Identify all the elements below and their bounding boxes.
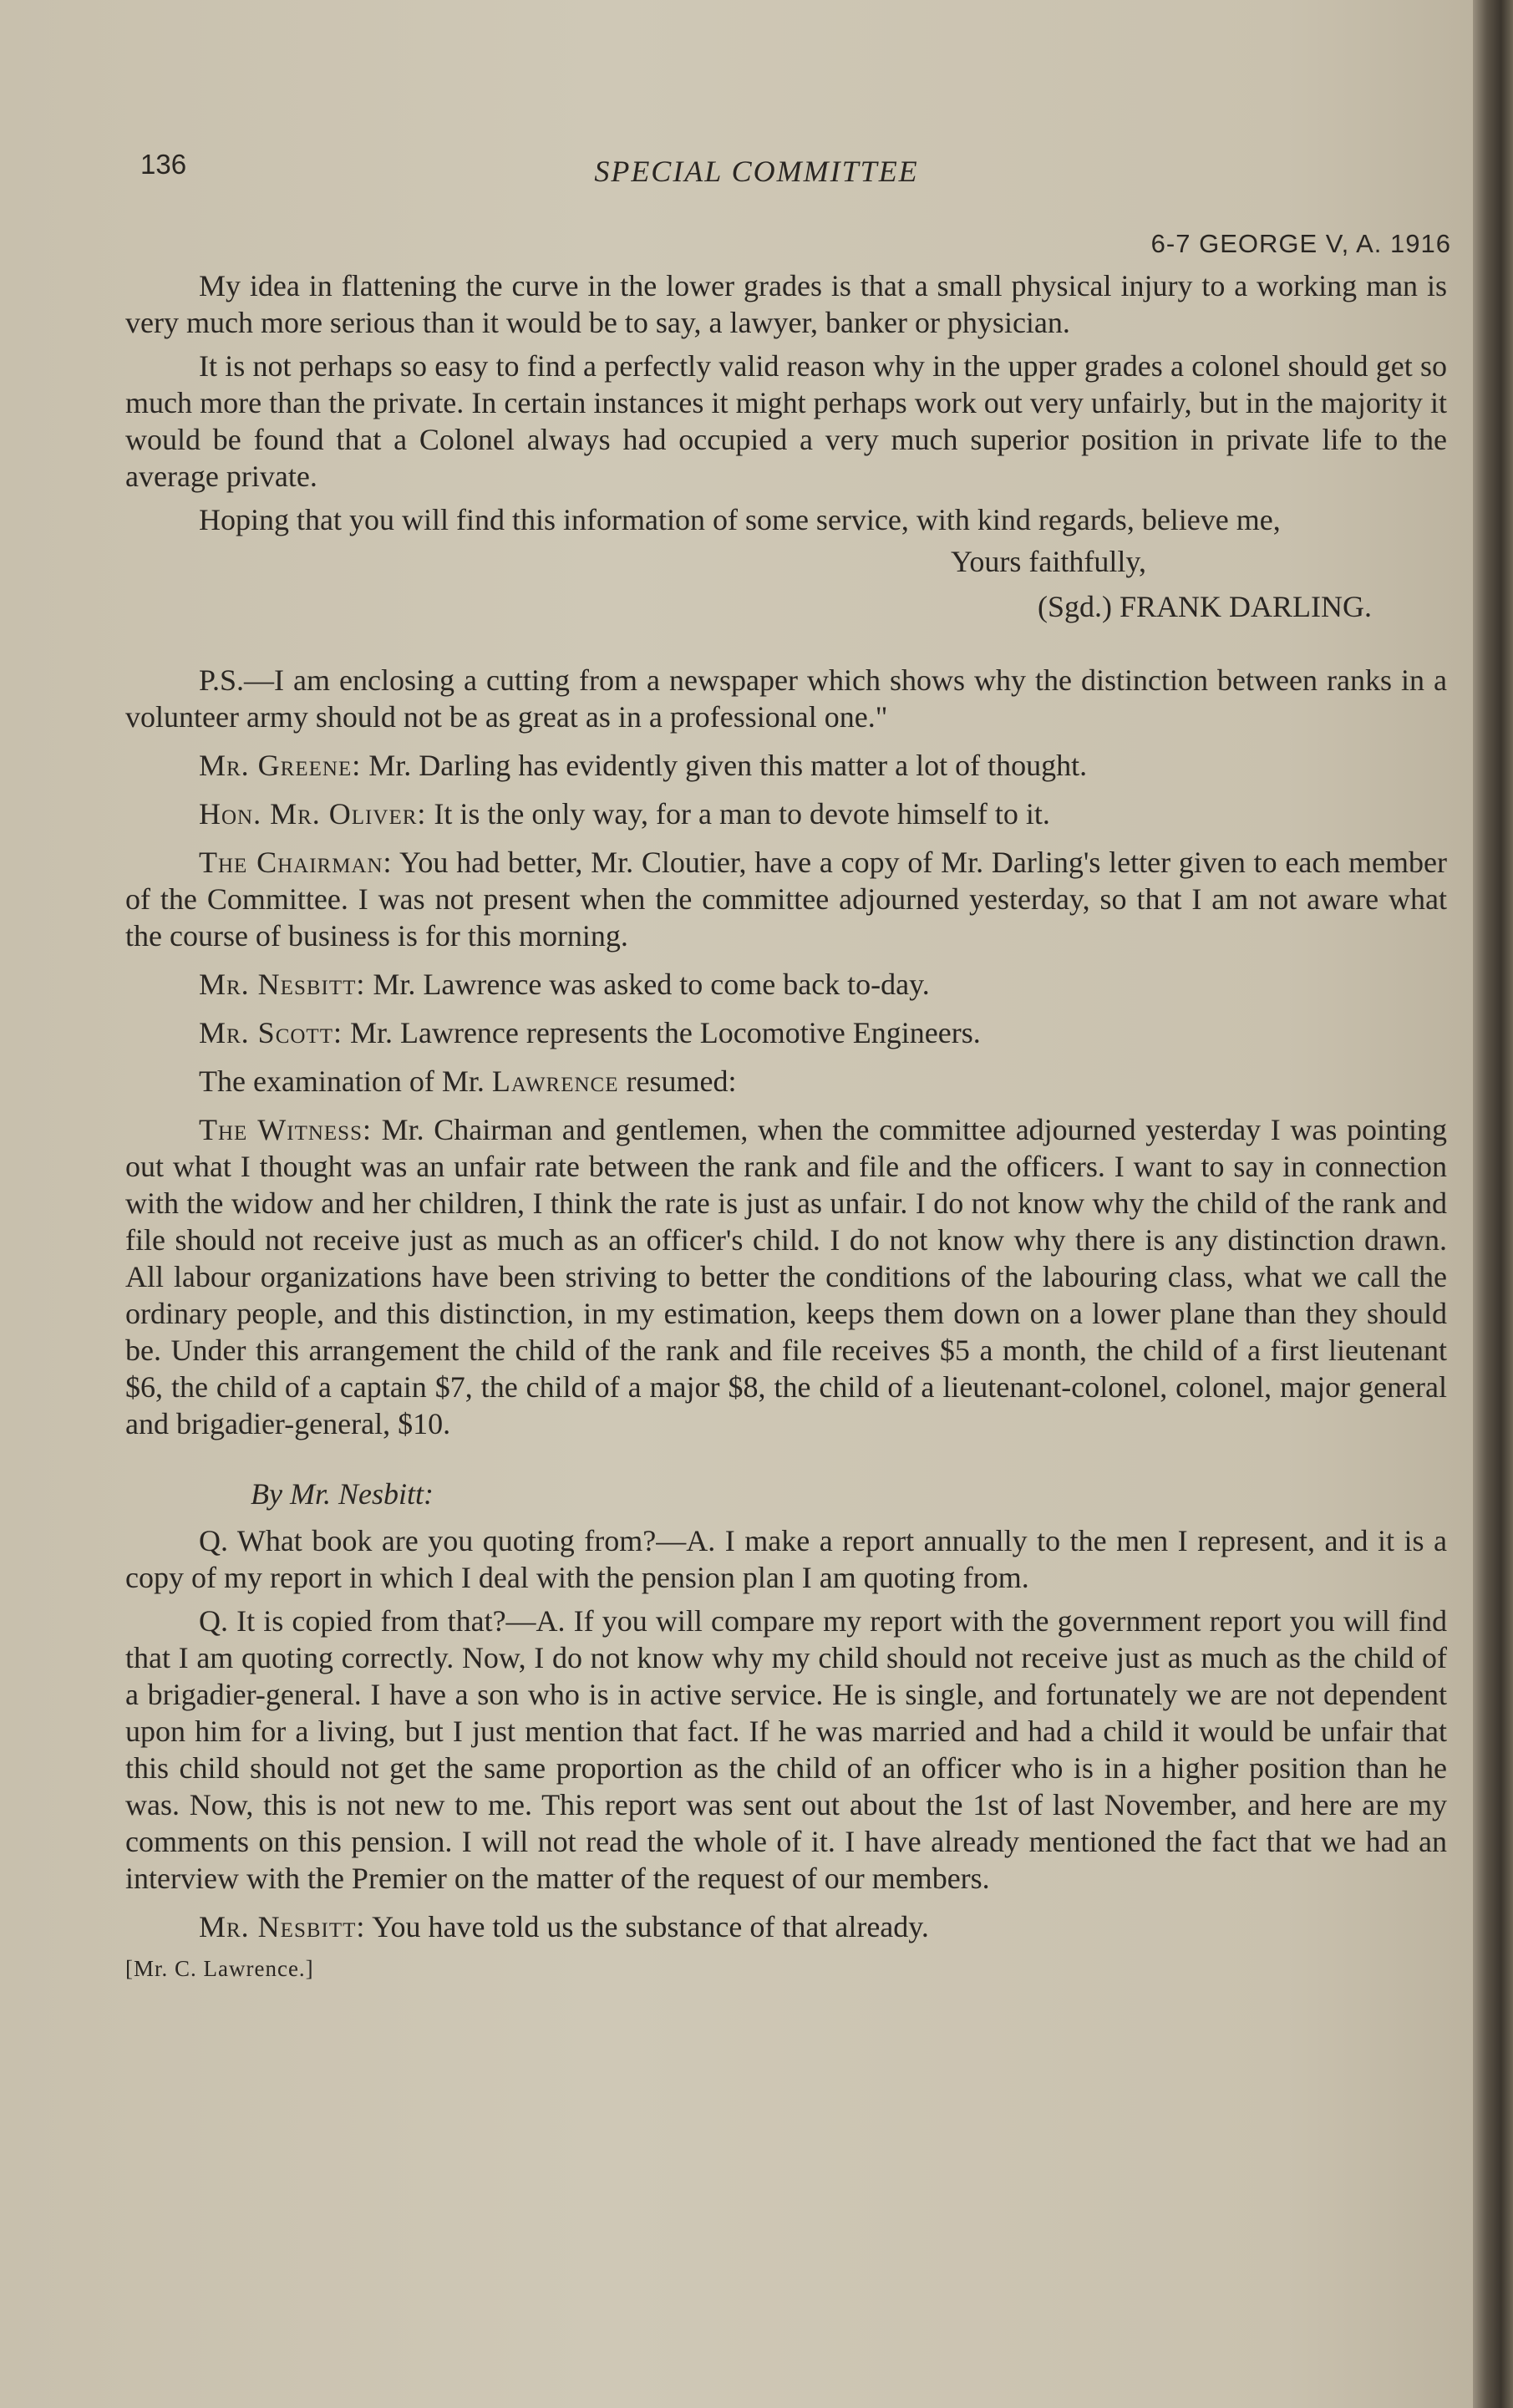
examiner-byline: By Mr. Nesbitt: bbox=[251, 1477, 434, 1511]
examination-note bbox=[125, 1063, 1447, 1100]
speech-text: Mr. Chairman and gentlemen, when the committee adjourned yesterday I was pointing out what I thought was an unfair rate between the rank and file and the officers. I want to say in connection with the widow and her children, I think the rate is just as unfair. I do not know why the child of the rank and file should not receive just as much as an officer's child. I do not know why there is any distinction drawn. All labour organizations have been striving to better the conditions of the labouring class, what we call the ordinary people, and this distinction, in my estimation, keeps them down on a lower plane than they should be. Under this arrangement the child of the rank and file receives $5 a month, the child of a first lieutenant $6, the child of a captain $7, the child of a major $8, the child of a lieutenant-colonel, colonel, major general and brigadier-general, $10. bbox=[125, 1113, 1447, 1440]
speaker-name: Mr. Nesbitt: bbox=[199, 1910, 366, 1943]
examination-suffix: resumed: bbox=[618, 1064, 737, 1098]
witness-footer-reference: [Mr. C. Lawrence.] bbox=[125, 1956, 314, 1981]
speech-paragraph bbox=[125, 795, 1447, 832]
letter-paragraph: It is not perhaps so easy to find a perfectly valid reason why in the upper grades a colonel should get so much more than the private. In certain instances it might perhaps work out very unfairly, but in the majority it would be found that a Colonel always had occupied a very much superior position in private life to the average private. bbox=[125, 349, 1447, 493]
question-answer: Q. It is copied from that?—A. If you will compare my report with the government report you will find that I am quoting correctly. Now, I do not know why my child should not receive just as much as the child of a brigadier-general. I have a son who is in active service. He is single, and fortunately we are not dependent upon him for a living, but I just mention that fact. If he was married and had a child it would be unfair that this child should not get the same proportion as the child of an officer who is in a higher position than he was. Now, this is not new to me. This report was sent out about the 1st of last November, and here are my comments on this pension. I will not read the whole of it. I have already mentioned the fact that we had an interview with the Premier on the matter of the request of our members. bbox=[125, 1604, 1447, 1895]
speech-text: You had better, Mr. Cloutier, have a copy of Mr. Darling's letter given to each member of the Committee. I was not present when the committee adjourned yesterday, so that I am not aware what the course of business is for this morning. bbox=[125, 846, 1448, 953]
book-edge bbox=[1473, 0, 1513, 2408]
speech-text: It is the only way, for a man to devote himself to it. bbox=[426, 797, 1050, 831]
speech-text: Mr. Lawrence was asked to come back to-day. bbox=[365, 968, 930, 1001]
letter-closing: Yours faithfully, bbox=[950, 545, 1146, 578]
witness-testimony bbox=[125, 1111, 1447, 1442]
speech-text: Mr. Darling has evidently given this matter a lot of thought. bbox=[361, 749, 1088, 782]
speech-paragraph bbox=[125, 966, 1447, 1003]
speech-text: You have told us the substance of that already. bbox=[365, 1910, 929, 1943]
speech-text: Mr. Lawrence represents the Locomotive Engineers. bbox=[342, 1016, 981, 1049]
letter-paragraph: My idea in flattening the curve in the lower grades is that a small physical injury to a working man is very much more serious than it would be to say, a lawyer, banker or physician. bbox=[125, 269, 1447, 339]
speech-paragraph bbox=[125, 1908, 1447, 1945]
question-answer: Q. What book are you quoting from?—A. I make a report annually to the men I represent, and it is a copy of my report in which I deal with the pension plan I am quoting from. bbox=[125, 1524, 1447, 1594]
examination-prefix: The examination of Mr. bbox=[199, 1064, 492, 1098]
running-head: SPECIAL COMMITTEE bbox=[594, 155, 919, 188]
speaker-name: Hon. Mr. Oliver: bbox=[199, 797, 427, 831]
witness-name: Lawrence bbox=[491, 1064, 619, 1098]
letter-signature: (Sgd.) FRANK DARLING. bbox=[1037, 590, 1372, 623]
speaker-name: The Chairman: bbox=[199, 846, 393, 879]
letter-paragraph: Hoping that you will find this information of some service, with kind regards, believe me, bbox=[199, 503, 1281, 536]
session-reference: 6-7 GEORGE V, A. 1916 bbox=[1150, 229, 1451, 258]
speaker-name: Mr. Scott: bbox=[199, 1016, 343, 1049]
letter-postscript: P.S.—I am enclosing a cutting from a newspaper which shows why the distinction between ranks in a volunteer army should not be as great as in a professional one." bbox=[125, 663, 1447, 734]
speaker-name: Mr. Greene: bbox=[199, 749, 362, 782]
speaker-name: The Witness: bbox=[199, 1113, 372, 1146]
speech-paragraph bbox=[125, 1014, 1447, 1051]
document-body bbox=[125, 267, 1447, 1987]
speech-paragraph bbox=[125, 747, 1447, 784]
speaker-name: Mr. Nesbitt: bbox=[199, 968, 366, 1001]
speech-paragraph bbox=[125, 844, 1447, 954]
page-number: 136 bbox=[140, 149, 187, 180]
